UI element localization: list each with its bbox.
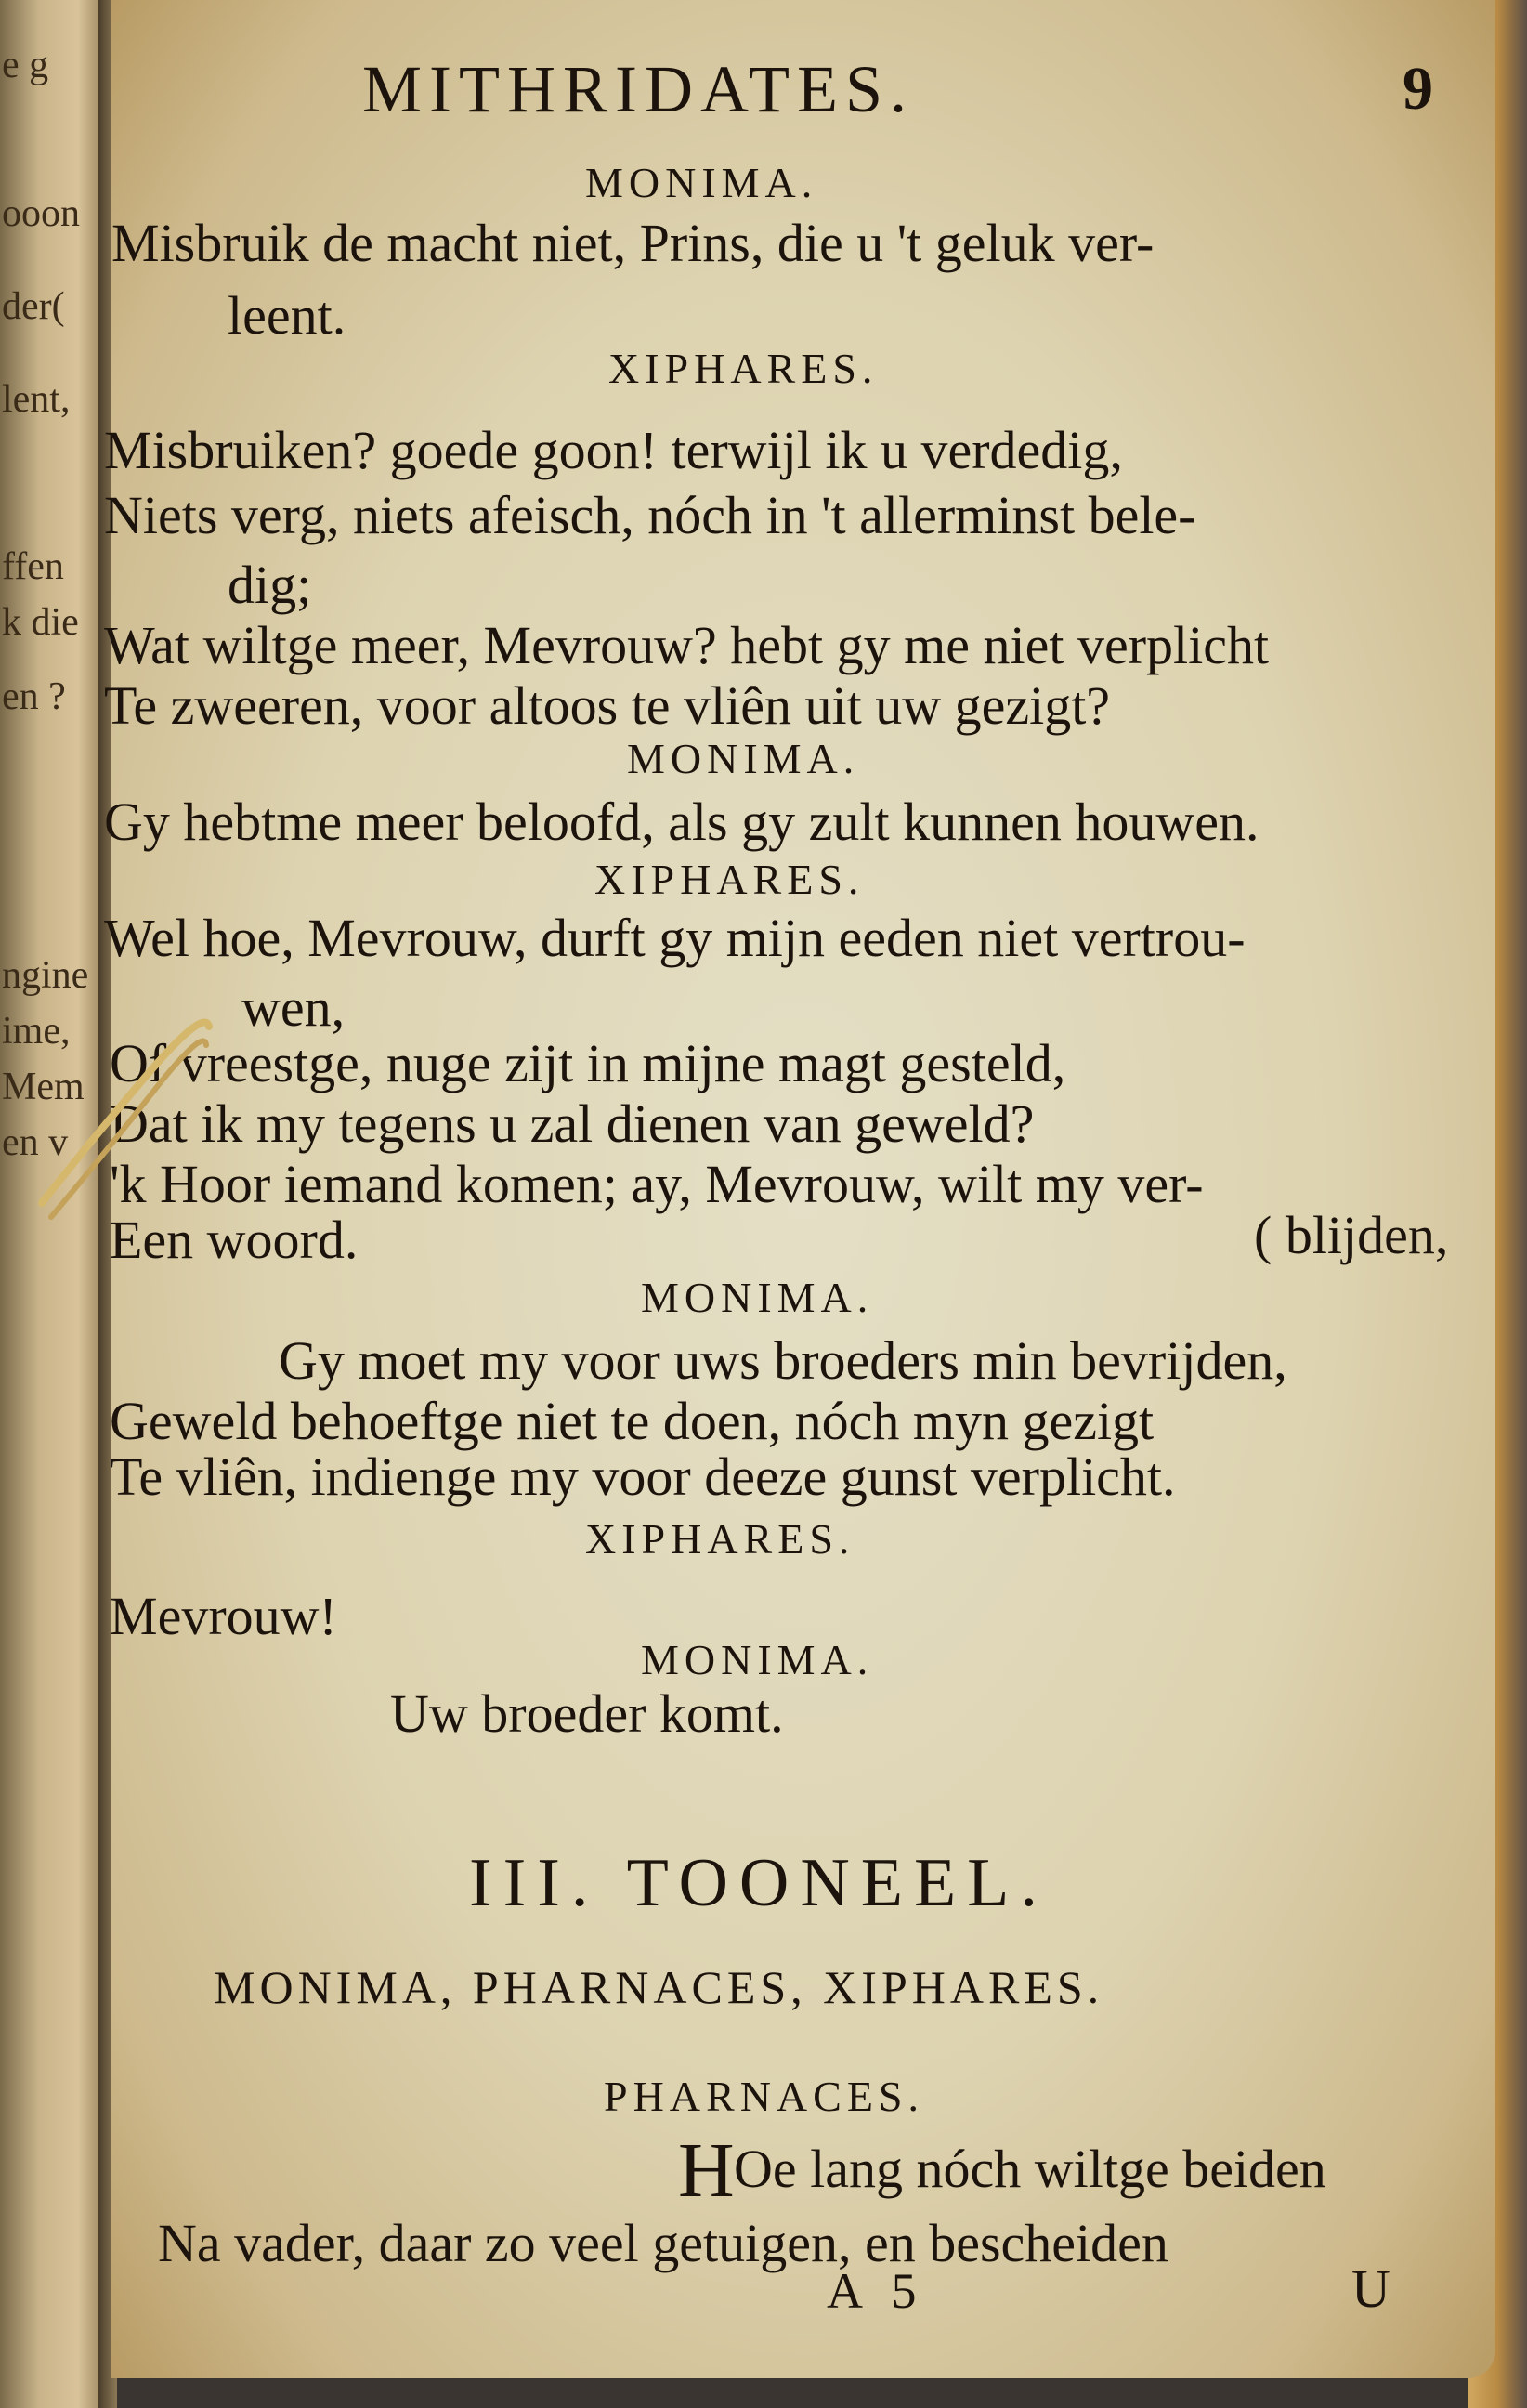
- verse-line: Uw broeder komt.: [390, 1683, 784, 1744]
- verse-line: Niets verg, niets afeisch, nóch in 't allerminst bele-: [104, 485, 1196, 545]
- facing-page-fragment: Mem: [2, 1066, 85, 1108]
- running-title: MITHRIDATES.: [362, 52, 914, 126]
- facing-page-fragment: e g: [2, 44, 49, 86]
- verse-line: Of vreestge, nuge zijt in mijne magt gesteld,: [110, 1033, 1066, 1093]
- verse-line: Gy hebtme meer beloofd, als gy zult kunnen houwen.: [104, 792, 1259, 852]
- verse-line: Wat wiltge meer, Mevrouw? hebt gy me niet verplicht: [104, 615, 1270, 675]
- verse-line: leent.: [228, 285, 346, 346]
- speaker-name: MONIMA.: [627, 735, 860, 782]
- catchword: U: [1351, 2258, 1390, 2319]
- facing-page-fragment: ffen: [2, 545, 64, 588]
- facing-page-fragment: ngine: [2, 954, 89, 997]
- verse-line: Wel hoe, Mevrouw, durft gy mijn eeden niet vertrou-: [104, 908, 1246, 968]
- binding-thread: [37, 1017, 214, 1240]
- verse-line: Na vader, daar zo veel getuigen, en bescheiden: [158, 2213, 1168, 2273]
- verse-line: Geweld behoeftge niet te doen, nóch myn gezigt: [110, 1391, 1155, 1451]
- facing-page-fragment: k die: [2, 601, 79, 644]
- speaker-name: XIPHARES.: [594, 856, 865, 903]
- speaker-name: MONIMA.: [585, 159, 818, 206]
- verse-line: Te vliên, indienge my voor deeze gunst verplicht.: [110, 1446, 1176, 1507]
- facing-page-fragment: en ?: [2, 675, 66, 718]
- verse-line-turnover: ( blijden,: [1254, 1205, 1449, 1265]
- signature-mark: A 5: [827, 2263, 926, 2319]
- speaker-name: PHARNACES.: [604, 2073, 925, 2120]
- speaker-name: MONIMA.: [641, 1274, 874, 1321]
- scene-characters: MONIMA, PHARNACES, XIPHARES.: [214, 1961, 1104, 2013]
- verse-line: Te zweeren, voor altoos te vliên uit uw gezigt?: [104, 675, 1111, 736]
- speaker-name: XIPHARES.: [608, 345, 879, 392]
- facing-page-fragment: ime,: [2, 1010, 71, 1053]
- verse-line: Misbruik de macht niet, Prins, die u 't geluk ver-: [111, 213, 1155, 273]
- scene-heading: III. TOONEEL.: [469, 1845, 1049, 1921]
- facing-page-fragment: ooon: [2, 192, 80, 235]
- initial-letter: H: [678, 2127, 735, 2214]
- verse-line: 'k Hoor iemand komen; ay, Mevrouw, wilt my ver-: [110, 1154, 1204, 1214]
- facing-page-fragment: lent,: [2, 378, 71, 421]
- verse-line: Mevrouw!: [110, 1586, 337, 1646]
- verse-line: Dat ik my tegens u zal dienen van geweld?: [110, 1093, 1035, 1154]
- verse-line: Gy moet my voor uws broeders min bevrijden,: [279, 1330, 1287, 1391]
- verse-line: Een woord.: [110, 1210, 359, 1270]
- speaker-name: XIPHARES.: [585, 1515, 855, 1563]
- verse-line: wen,: [241, 977, 346, 1038]
- verse-line: Oe lang nóch wiltge beiden: [734, 2139, 1326, 2199]
- speaker-name: MONIMA.: [641, 1636, 874, 1683]
- facing-page-fragment: der(: [2, 285, 65, 328]
- page-number: 9: [1403, 55, 1433, 123]
- facing-page-fragment: en v: [2, 1121, 69, 1164]
- verse-line: Misbruiken? goede goon! terwijl ik u verdedig,: [104, 420, 1123, 480]
- verse-line: dig;: [228, 555, 312, 615]
